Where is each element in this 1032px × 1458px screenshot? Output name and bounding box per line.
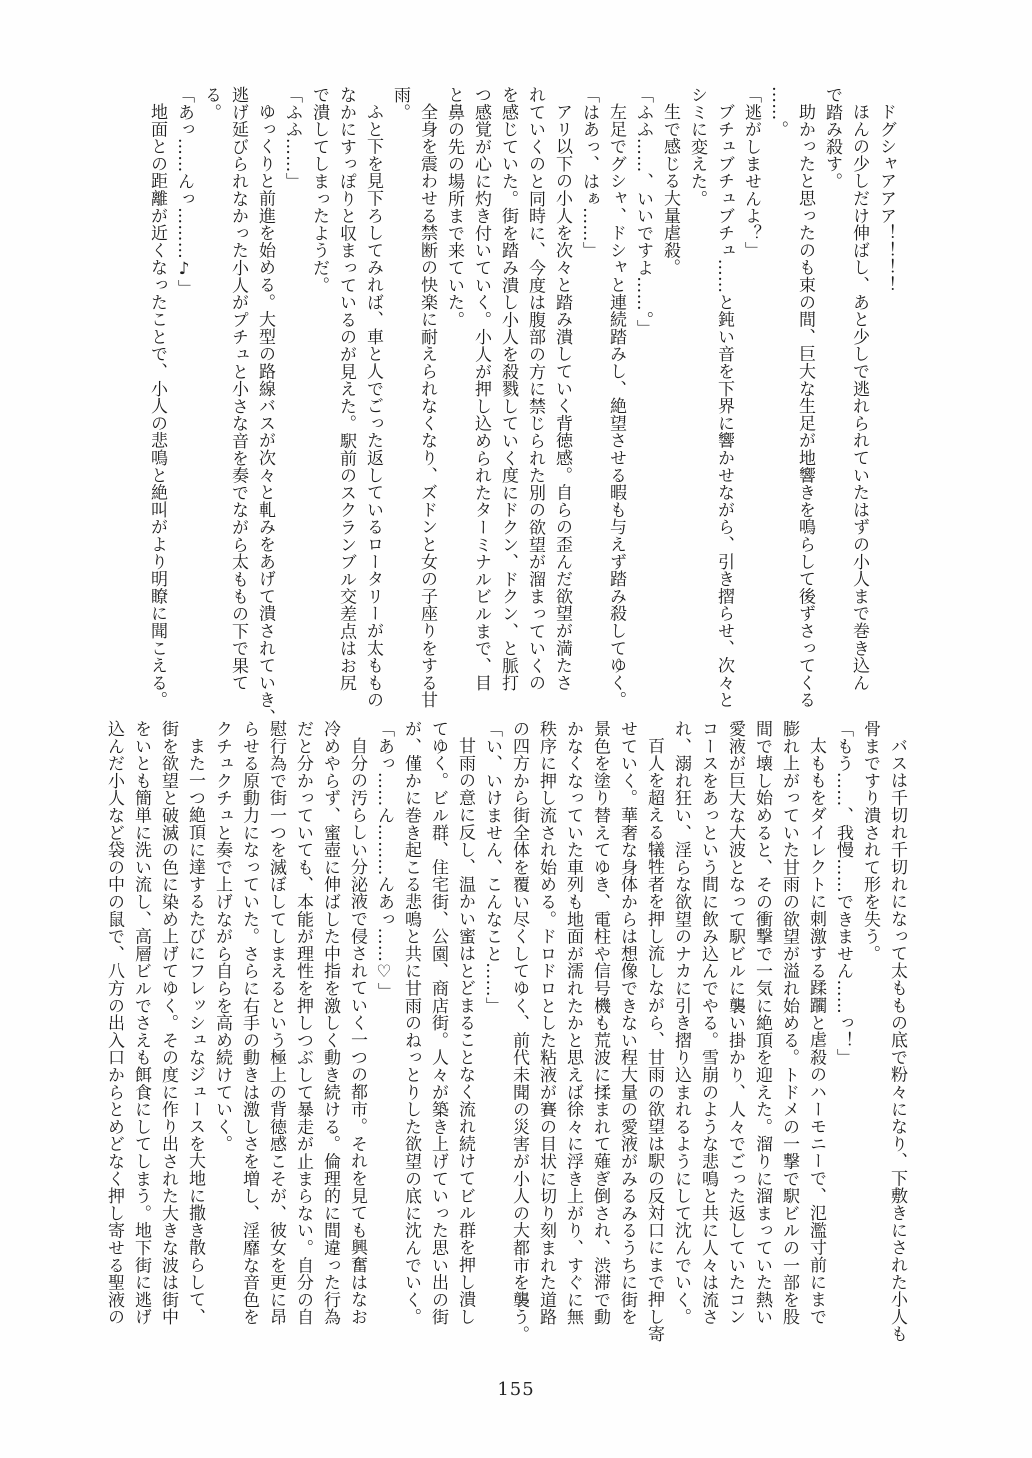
text-line: ふと下を見下ろしてみれば、車と人でごった返しているロータリーが太ももの	[363, 103, 383, 709]
text-line: せていく。華奢な身体からは想像できない程大量の愛液がみるみるうちに街を	[617, 720, 637, 1326]
text-line: 助かったと思ったのも束の間、巨大な生足が地響きを鳴らして後ずさってくる	[795, 103, 815, 709]
text-line: バスは千切れ千切れになって太ももの底で粉々になり、下敷きにされた小人も	[887, 737, 907, 1343]
text-line: をいとも簡単に洗い流し、高層ビルでさえも餌食にしてしまう。地下街に逃げ	[131, 720, 151, 1326]
text-line: 生で感じる大量虐殺。	[660, 103, 680, 276]
text-line: が、僅かに巻き起こる悲鳴と共に甘雨のねっとりした欲望の底に沈んでいく。	[401, 720, 421, 1326]
text-line: 「逃がしませんよ？」	[741, 86, 761, 259]
text-line: なかにすっぽりと収まっているのが見えた。駅前のスクランブル交差点はお尻	[336, 86, 356, 692]
text-line: ブチュブチュブチュ……と鈍い音を下界に響かせながら、引き摺らせ、次々と	[714, 103, 734, 709]
text-line: コースをあっという間に飲み込んでやる。雪崩のような悲鳴と共に人々は流さ	[698, 720, 718, 1326]
text-block-bottom	[100, 720, 910, 1348]
text-line: てゆく。ビル群、住宅街、公園、商店街。人々が築き上げていった思い出の街	[428, 720, 448, 1326]
text-line: 「ふふ……」	[282, 86, 302, 190]
text-line: ドグシャアアア！！！！	[876, 103, 896, 294]
text-line: 太ももをダイレクトに刺激する蹂躙と虐殺のハーモニーで、氾濫寸前にまで	[806, 737, 826, 1326]
text-line: 自分の汚らしい分泌液で侵されていく一つの都市。それを見ても興奮はなお	[347, 737, 367, 1326]
text-line: ほんの少しだけ伸ばし、あと少しで逃れられていたはずの小人まで巻き込ん	[849, 103, 869, 692]
text-line: アリ以下の小人を次々と踏み潰していく背徳感。自らの歪んだ欲望が満たさ	[552, 103, 572, 692]
text-line: 甘雨の意に反し、温かい蜜はとどまることなく流れ続けてビル群を押し潰し	[455, 737, 475, 1326]
text-line: と鼻の先の場所まで来ていた。	[444, 86, 464, 329]
text-line: で潰してしまったようだ。	[309, 86, 329, 294]
text-block-top	[143, 86, 899, 726]
text-line: また一つ絶頂に達するたびにフレッシュなジュースを大地に撒き散らして、	[185, 737, 205, 1326]
text-line: を感じていた。街を踏み潰し小人を殺戮していく度にドクン、ドクン、と脈打	[498, 86, 518, 692]
text-line: 骨まですり潰されて形を失う。	[860, 720, 880, 963]
text-line: ゆっくりと前進を始める。大型の路線バスが次々と軋みをあげて潰されていき、	[255, 103, 275, 726]
text-line: 逃げ延びられなかった小人がプチュと小さな音を奏でながら太ももの下で果て	[228, 86, 248, 692]
text-line: れていくのと同時に、今度は腹部の方に禁じられた別の欲望が溜まっていくの	[525, 86, 545, 692]
text-line: の四方から街全体を覆い尽くしてゆく、前代未聞の災害が小人の大都市を襲う。	[509, 720, 529, 1343]
text-line: 愛液が巨大な大波となって駅ビルに襲い掛かり、人々でごった返していたコン	[725, 720, 745, 1326]
text-line: かなくなっていた車列も地面が濡れたかと思えば徐々に浮き上がり、すぐに無	[563, 720, 583, 1326]
text-line: 秩序に押し流され始める。ドロドロとした粘液が賽の目状に切り刻まれた道路	[536, 720, 556, 1326]
text-line: 「あっ……んっ………♪」	[174, 86, 194, 297]
text-line: つ感覚が心に灼き付いていく。小人が押し込められたターミナルビルまで、目	[471, 86, 491, 692]
text-line: 「あっ……ん………んあっ……♡」	[374, 720, 394, 1000]
text-line: 全身を震わせる禁断の快楽に耐えられなくなり、ズドンと女の子座りをする甘	[417, 103, 437, 709]
text-line: 間で壊し始めると、その衝撃で一気に絶頂を迎えた。溜りに溜まっていた熱い	[752, 720, 772, 1326]
text-line: 「はあっ、はぁ……」	[579, 86, 599, 259]
text-line: らせる原動力になっていた。さらに右手の動きは激しさを増し、淫靡な音色を	[239, 720, 259, 1326]
text-line: 「い、いけません、こんなこと……」	[482, 720, 502, 1015]
text-line: 景色を塗り替えてゆき、電柱や信号機も荒波に揉まれて薙ぎ倒され、渋滞で動	[590, 720, 610, 1326]
text-line: 左足でグシャ、ドシャと連続踏みし、絶望させる暇も与えず踏み殺してゆく。	[606, 103, 626, 709]
page-number: 155	[497, 1379, 535, 1400]
text-line: ……。	[768, 86, 788, 138]
text-line: る。	[201, 86, 221, 121]
text-line: 雨。	[390, 86, 410, 121]
text-line: クチュクチュと奏で上げながら自らを高め続けていく。	[212, 720, 232, 1153]
text-line: シミに変えた。	[687, 86, 707, 208]
text-line: 街を欲望と破滅の色に染め上げてゆく。その度に作り出された大きな波は街中	[158, 720, 178, 1326]
text-line: 膨れ上がっていた甘雨の欲望が溢れ始める。トドメの一撃で駅ビルの一部を股	[779, 720, 799, 1326]
text-line: 「ふふ……、いいですよ……。」	[633, 86, 653, 337]
text-line: 百人を超える犠牲者を押し流しながら、甘雨の欲望は駅の反対口にまで押し寄	[644, 737, 664, 1343]
text-line: で踏み殺す。	[822, 86, 842, 190]
text-line: だと分かっていても、本能が理性を押しつぶして暴走が止まらない。自分の自	[293, 720, 313, 1326]
text-line: 「もう……、我慢……できません……っ！」	[833, 720, 853, 1066]
text-line: 地面との距離が近くなったことで、小人の悲鳴と絶叫がより明瞭に聞こえる。	[147, 103, 167, 709]
text-line: 冷めやらず、蜜壺に伸ばした中指を激しく動き続ける。倫理的に間違った行為	[320, 720, 340, 1326]
text-line: れ、溺れ狂い、淫らな欲望のナカに引き摺り込まれるようにして沈んでいく。	[671, 720, 691, 1326]
text-line: 慰行為で街一つを滅ぼしてしまえるという極上の背徳感こそが、彼女を更に昂	[266, 720, 286, 1326]
text-line: 込んだ小人など袋の中の鼠で、八方の出入口からとめどなく押し寄せる聖液の	[104, 720, 124, 1326]
